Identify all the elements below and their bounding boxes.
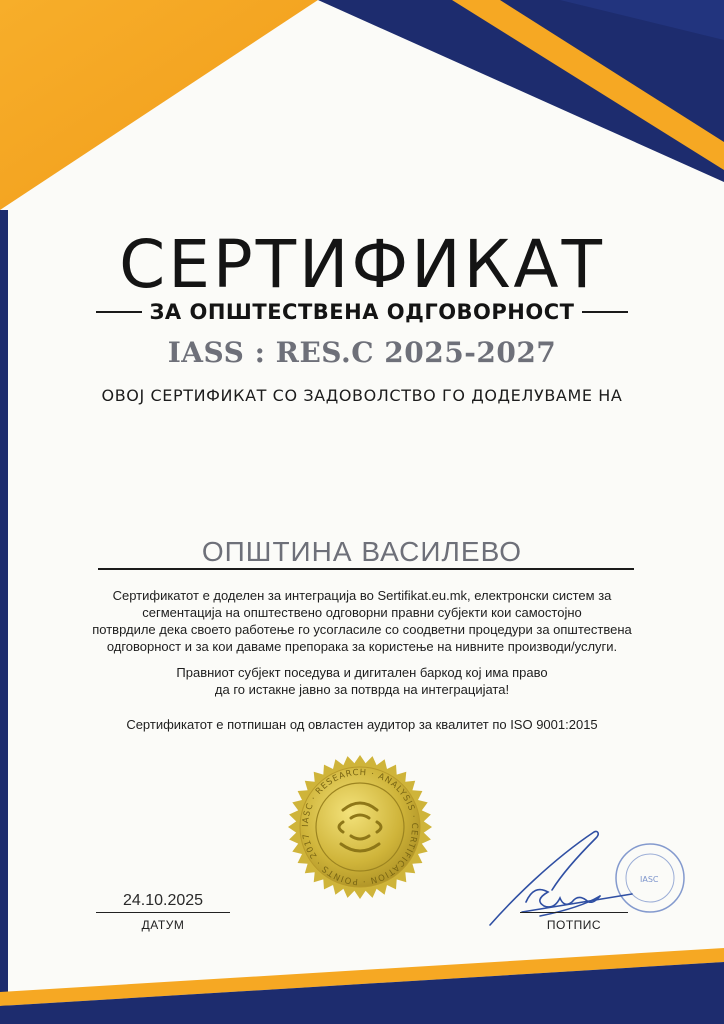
- subtitle-rule-right: [582, 311, 628, 313]
- awarded-to-text: ОВОЈ СЕРТИФИКАТ СО ЗАДОВОЛСТВО ГО ДОДЕЛУВАМЕ НА: [101, 386, 623, 405]
- description-paragraph: [0, 587, 724, 655]
- top-left-gold-band: [0, 0, 318, 210]
- subtitle-rule-left: [96, 311, 142, 313]
- signature-line: [520, 912, 628, 913]
- date-label: ДАТУМ: [141, 918, 185, 932]
- seal-text: IASC · RESEARCH · ANALYSIS · CERTIFICATION · POINTS · 2017: [300, 767, 420, 887]
- paragraph-line: да го истакне јавно за потврда на интеграцијата!: [214, 682, 510, 697]
- gold-seal-icon: [285, 752, 435, 902]
- svg-text:IASC: IASC: [640, 875, 659, 884]
- barcode-paragraph: [0, 664, 724, 698]
- paragraph-line: потврдиле дека своето работење го усогласиле со соодветни процедури за општествена: [92, 622, 632, 637]
- recipient-name: ОПШТИНА ВАСИЛЕВО: [201, 536, 523, 567]
- paragraph-line: Сертификатот е доделен за интеграција во Sertifikat.eu.mk, електронски систем за: [112, 588, 612, 603]
- auditor-paragraph: [0, 716, 724, 733]
- recipient-underline: [98, 568, 634, 570]
- certificate-code: IASS : RES.C 2025-2027: [167, 336, 557, 369]
- subtitle-row: [0, 300, 724, 324]
- date-line: [96, 912, 230, 913]
- paragraph-line: сегментација на општествено одговорни правни субјекти кои самостојно: [142, 605, 582, 620]
- certificate-subtitle: ЗА ОПШТЕСТВЕНА ОДГОВОРНОСТ: [149, 300, 575, 324]
- paragraph-line: Сертификатот е потпишан од овластен аудитор за квалитет по ISO 9001:2015: [126, 717, 598, 732]
- signature-label: ПОТПИС: [546, 918, 602, 932]
- paragraph-line: Правниот субјект поседува и дигитален баркод кој има право: [176, 665, 548, 680]
- paragraph-line: одговорност и за кои даваме препорака за користење на нивните производи/услуги.: [106, 639, 618, 654]
- issue-date: 24.10.2025: [122, 892, 204, 909]
- certificate-title: СЕРТИФИКАТ: [119, 226, 605, 303]
